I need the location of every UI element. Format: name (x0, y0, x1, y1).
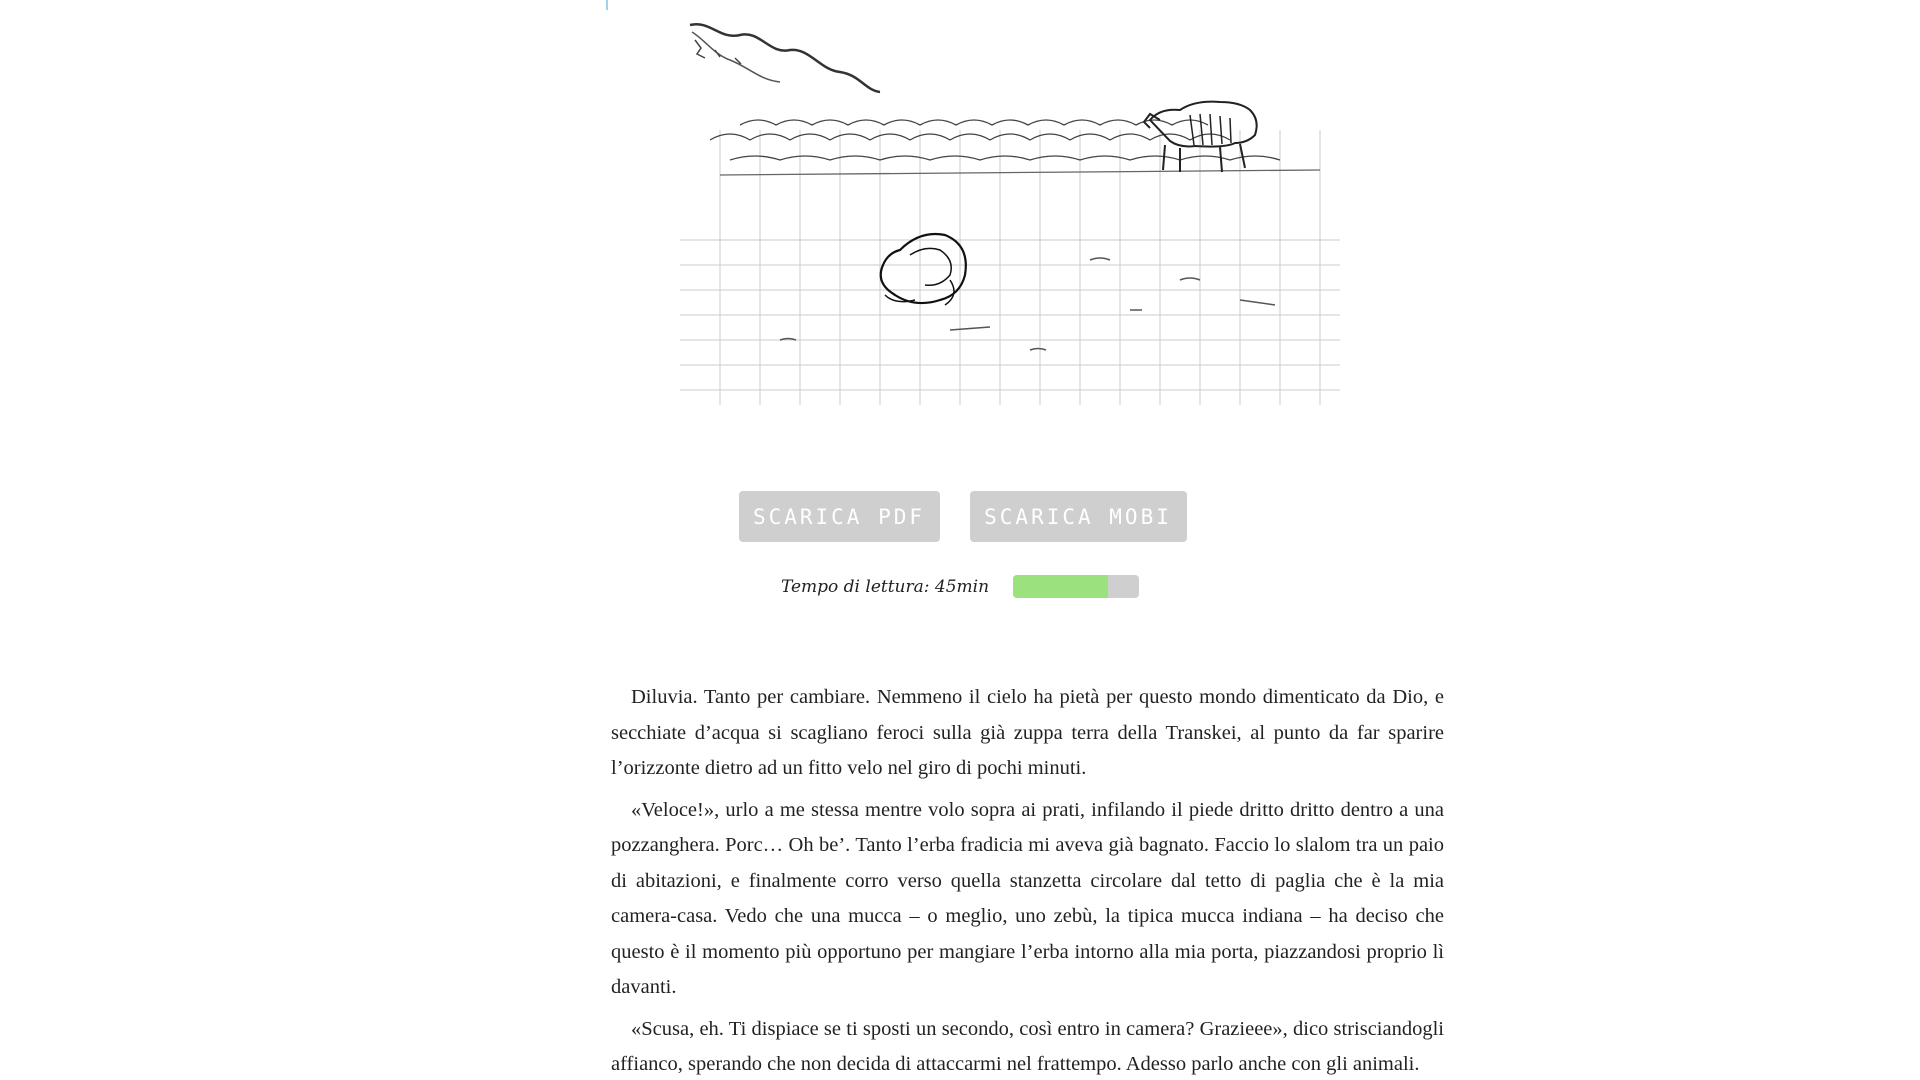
download-buttons (0, 491, 1920, 542)
reading-progress-fill (1013, 575, 1108, 598)
reading-time-row (0, 575, 1920, 598)
article-paragraph: «Scusa, eh. Ti dispiace se ti sposti un secondo, così entro in camera? Grazieee», dico strisciandogli affianco, sperando che non decida di attaccarmi nel frattempo. Adesso parlo anche con gli animali. (611, 1017, 1444, 1075)
reading-progress-bar (1013, 575, 1139, 598)
sketch-illustration (660, 10, 1360, 415)
page-edge-mark (606, 0, 608, 10)
reading-time-label: Tempo di lettura: 45min (780, 576, 990, 597)
download-pdf-button[interactable]: SCARICA PDF (739, 491, 940, 542)
article-paragraph: Diluvia. Tanto per cambiare. Nemmeno il cielo ha pietà per questo mondo dimenticato da Dio, e secchiate d’acqua si scagliano feroci sulla già zuppa terra della Transkei, al punto da far sparire l’orizzonte dietro ad un fitto velo nel giro di pochi minuti. (611, 686, 1444, 779)
download-mobi-button[interactable]: SCARICA MOBI (970, 491, 1187, 542)
article-body (611, 680, 1444, 1080)
article-paragraph: «Veloce!», urlo a me stessa mentre volo sopra ai prati, infilando il piede dritto dritto dentro a una pozzanghera. Porc… Oh be’. Tanto l’erba fradicia mi aveva già bagnato. Faccio lo slalom tra un paio di abitazioni, e finalmente corro verso quella stanzetta circolare dal tetto di paglia che è la mia camera-casa. Vedo che una mucca – o meglio, uno zebù, la tipica mucca indiana – ha deciso che questo è il momento più opportuno per mangiare l’erba intorno alla mia porta, piazzandosi proprio lì davanti. (611, 798, 1444, 998)
